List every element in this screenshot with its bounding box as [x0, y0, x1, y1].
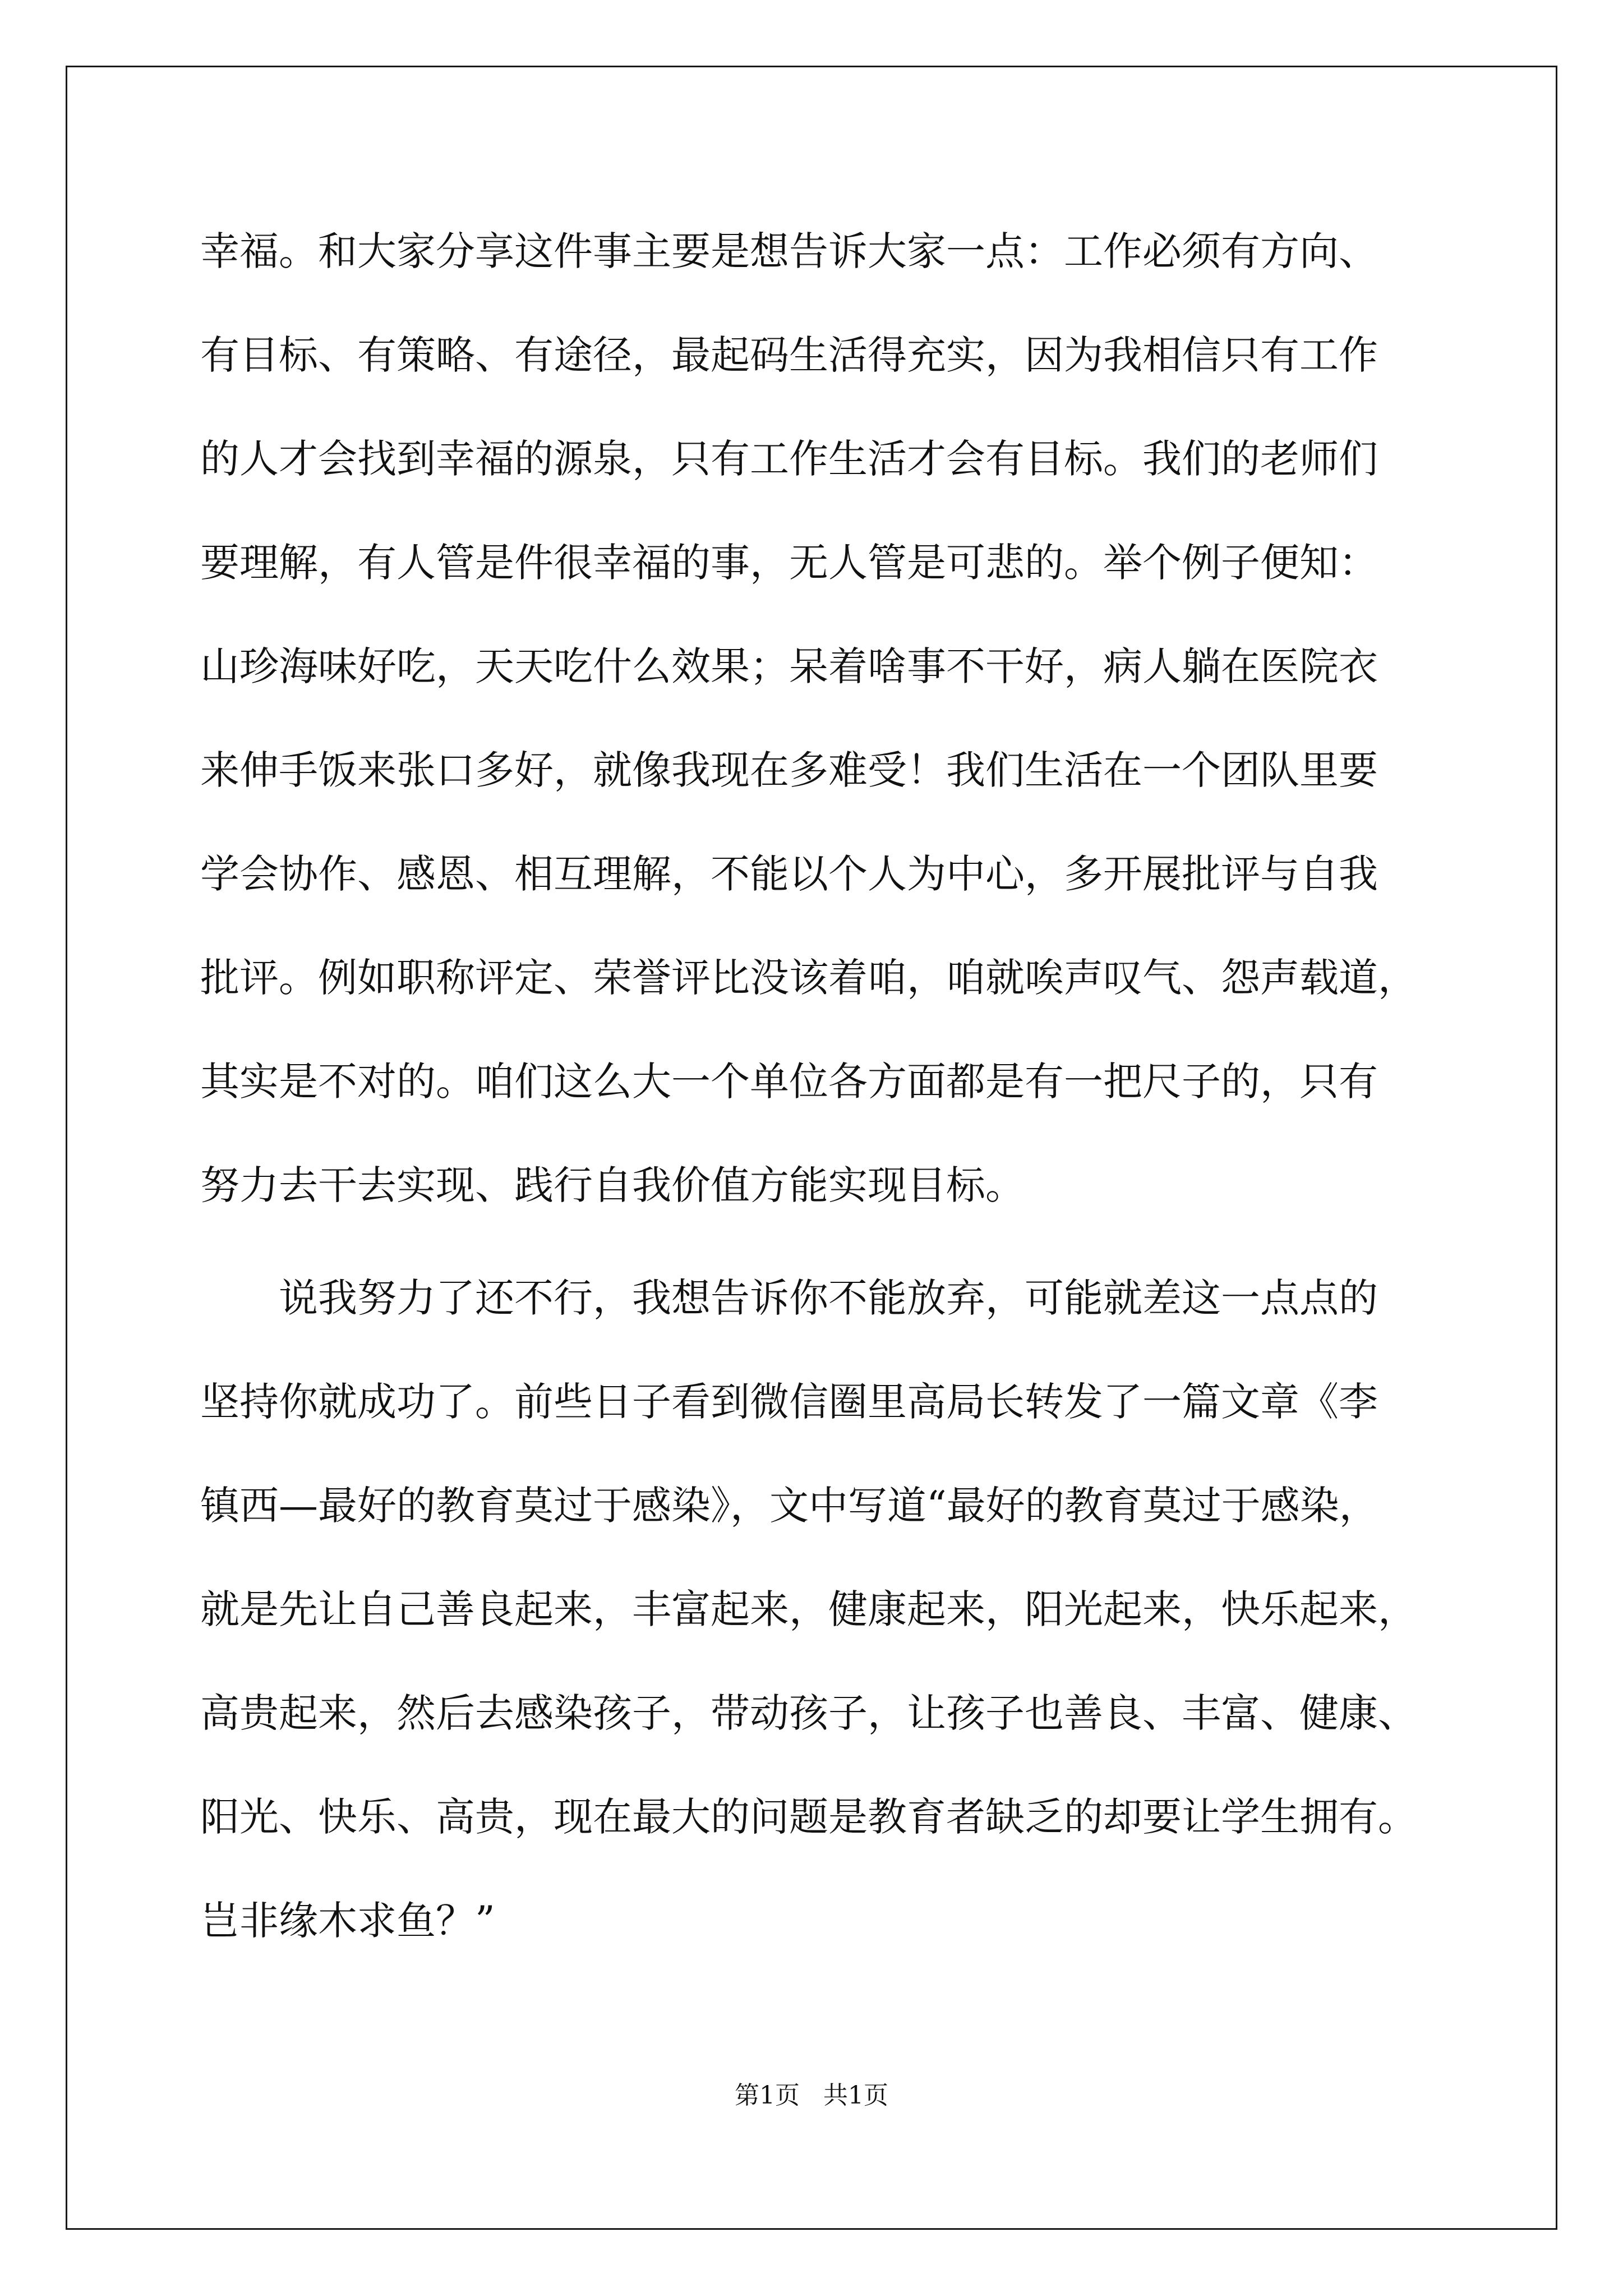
- page-footer: 第1页 共1页: [735, 2081, 888, 2110]
- paragraph-2-line-7: 岂非缘木求鱼？”: [200, 1898, 495, 1944]
- paragraph-2-line-6: 阳光、快乐、高贵，现在最大的问题是教育者缺乏的却要让学生拥有。: [200, 1794, 1417, 1840]
- paragraph-2-line-3: 镇西—最好的教育莫过于感染》，文中写道“最好的教育莫过于感染，: [200, 1483, 1378, 1529]
- paragraph-1-line-6: 来伸手饭来张口多好，就像我现在多难受！我们生活在一个团队里要: [200, 747, 1378, 793]
- paragraph-1-line-1: 幸福。和大家分享这件事主要是想告诉大家一点：工作必须有方向、: [200, 228, 1378, 274]
- paragraph-2-line-2: 坚持你就成功了。前些日子看到微信圈里高局长转发了一篇文章《李: [200, 1379, 1378, 1425]
- paragraph-1-line-9: 其实是不对的。咱们这么大一个单位各方面都是有一把尺子的，只有: [200, 1059, 1378, 1105]
- paragraph-1-line-3: 的人才会找到幸福的源泉，只有工作生活才会有目标。我们的老师们: [200, 436, 1378, 482]
- paragraph-2-line-1: 说我努力了还不行，我想告诉你不能放弃，可能就差这一点点的: [279, 1275, 1378, 1321]
- paragraph-1-line-7: 学会协作、感恩、相互理解，不能以个人为中心，多开展批评与自我: [200, 851, 1378, 897]
- paragraph-1-line-10: 努力去干去实现、践行自我价值方能实现目标。: [200, 1162, 1025, 1208]
- paragraph-1-line-5: 山珍海味好吃，天天吃什么效果；呆着啥事不干好，病人躺在医院衣: [200, 643, 1378, 689]
- paragraph-2-line-4: 就是先让自己善良起来，丰富起来，健康起来，阳光起来，快乐起来，: [200, 1586, 1417, 1632]
- paragraph-1-line-2: 有目标、有策略、有途径，最起码生活得充实，因为我相信只有工作: [200, 332, 1378, 378]
- paragraph-1-line-8: 批评。例如职称评定、荣誉评比没该着咱，咱就唉声叹气、怨声载道，: [200, 955, 1417, 1001]
- paragraph-1-line-4: 要理解，有人管是件很幸福的事，无人管是可悲的。举个例子便知：: [200, 540, 1378, 586]
- paragraph-2-line-5: 高贵起来，然后去感染孩子，带动孩子，让孩子也善良、丰富、健康、: [200, 1690, 1417, 1736]
